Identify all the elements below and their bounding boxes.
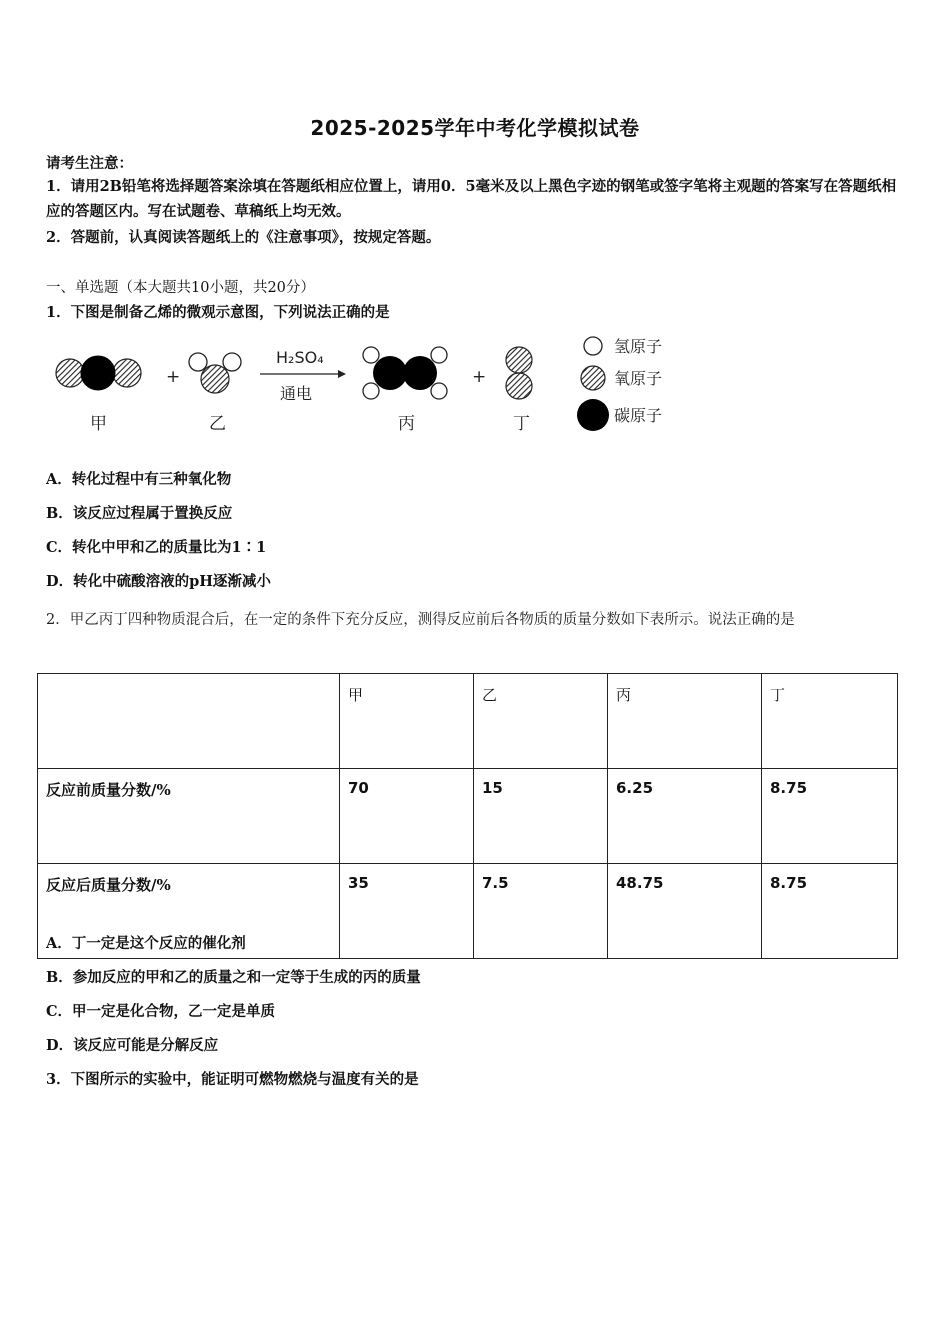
table-row-label: 反应前质量分数/% <box>38 769 340 864</box>
molecule-ding <box>506 347 532 399</box>
table-header-cell: 甲 <box>340 674 474 769</box>
legend-carbon: 碳原子 <box>614 406 663 425</box>
section-heading: 一、单选题（本大题共10小题，共20分） <box>46 280 315 296</box>
molecule-jia <box>56 356 141 390</box>
table-row-label: 反应后质量分数/% <box>38 864 340 959</box>
condition-catalyst: H₂SO₄ <box>276 348 324 367</box>
label-ding: 丁 <box>513 414 530 434</box>
table-cell: 7.5 <box>474 864 608 959</box>
table-header-cell: 丙 <box>608 674 762 769</box>
mass-fraction-table <box>37 673 898 959</box>
q2-option-b[interactable]: B．参加反应的甲和乙的质量之和一定等于生成的丙的质量 <box>46 969 421 986</box>
table-header-cell <box>38 674 340 769</box>
q2-option-d[interactable]: D．该反应可能是分解反应 <box>46 1037 219 1054</box>
legend-oxygen-icon <box>581 366 605 390</box>
q1-option-d[interactable]: D．转化中硫酸溶液的pH逐渐减小 <box>46 573 271 590</box>
plus-sign-1: + <box>166 367 181 387</box>
table-cell: 35 <box>340 864 474 959</box>
table-cell: 48.75 <box>608 864 762 959</box>
page-title: 2025-2025学年中考化学模拟试卷 <box>310 116 640 140</box>
q1-option-c[interactable]: C．转化中甲和乙的质量比为1∶1 <box>46 539 267 556</box>
label-yi: 乙 <box>209 414 226 434</box>
q1-option-a[interactable]: A．转化过程中有三种氧化物 <box>46 471 232 488</box>
legend <box>577 337 662 431</box>
molecule-yi <box>189 353 241 393</box>
legend-carbon-icon <box>577 399 609 431</box>
question-1-stem: 1．下图是制备乙烯的微观示意图，下列说法正确的是 <box>46 304 390 321</box>
table-header-cell: 丁 <box>762 674 898 769</box>
condition-electrolysis: 通电 <box>280 384 313 403</box>
label-bing: 丙 <box>398 414 415 434</box>
notice-item-2: 2．答题前，认真阅读答题纸上的《注意事项》，按规定答题。 <box>46 229 441 246</box>
q1-option-b[interactable]: B．该反应过程属于置换反应 <box>46 505 233 522</box>
question-3-stem: 3．下图所示的实验中，能证明可燃物燃烧与温度有关的是 <box>46 1071 419 1088</box>
table-cell: 70 <box>340 769 474 864</box>
reaction-arrow-head <box>338 370 346 378</box>
label-jia: 甲 <box>90 414 107 434</box>
plus-sign-2: + <box>472 367 487 387</box>
q2-option-a[interactable]: A．丁一定是这个反应的催化剂 <box>46 935 246 952</box>
table-cell: 15 <box>474 769 608 864</box>
table-row <box>38 769 898 864</box>
notice-heading: 请考生注意： <box>46 155 133 172</box>
legend-oxygen: 氧原子 <box>614 369 663 388</box>
question-2-stem: 2．甲乙丙丁四种物质混合后，在一定的条件下充分反应，测得反应前后各物质的质量分数如下表所示。说法正确的是 <box>46 612 795 628</box>
legend-hydrogen-icon <box>584 337 602 355</box>
table-cell: 8.75 <box>762 769 898 864</box>
reaction-diagram <box>40 332 680 444</box>
legend-hydrogen: 氢原子 <box>614 337 663 356</box>
table-cell: 8.75 <box>762 864 898 959</box>
table-header-row <box>38 674 898 769</box>
molecule-bing <box>363 347 447 399</box>
table-cell: 6.25 <box>608 769 762 864</box>
table-header-cell: 乙 <box>474 674 608 769</box>
notice-item-1: 1．请用2B铅笔将选择题答案涂填在答题纸相应位置上，请用0．5毫米及以上黑色字迹的钢笔或签字笔将主观题的答案写在答题纸相应的答题区内。写在试题卷、草稿纸上均无效。 <box>46 178 897 220</box>
q2-option-c[interactable]: C．甲一定是化合物，乙一定是单质 <box>46 1003 276 1020</box>
